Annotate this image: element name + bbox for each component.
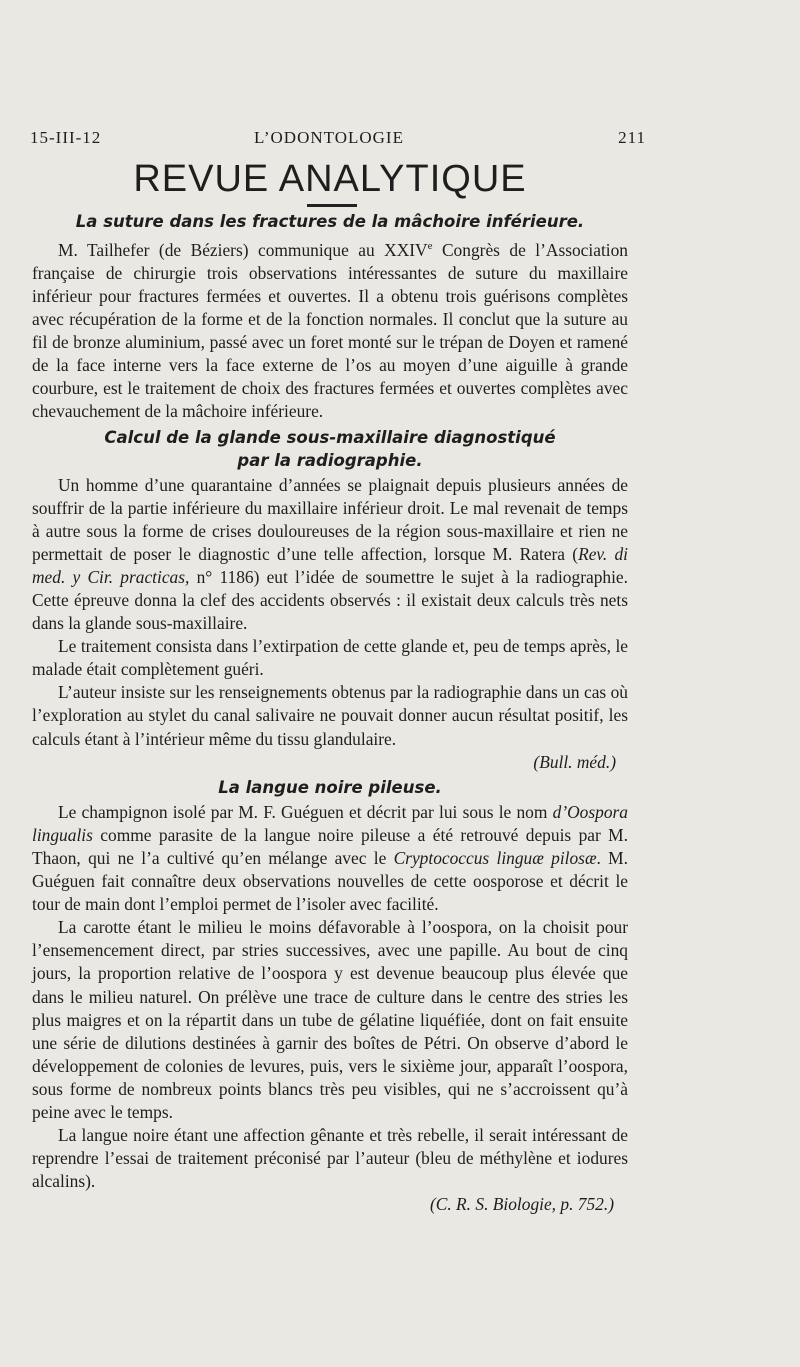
page-title: REVUE ANALYTIQUE: [133, 158, 527, 200]
species-name: Cryptococcus linguæ pilosæ: [393, 847, 597, 868]
journal-name: L’ODONTOLOGIE: [254, 128, 404, 147]
text-run: . M. Guéguen fait connaître deux observations nouvelles de cette oosporose et décrit le tour de main dont l’emploi permet de l’isoler avec facilité.: [32, 847, 628, 915]
citation-journal: Rev. di med. y Cir. practicas,: [32, 543, 628, 587]
text-run: L’auteur insiste sur les renseignements obtenus par la radiographie dans un cas où l’exploration au stylet du canal salivaire ne pouvait donner aucun résultat positif, les calculs étant à l’intérieur même du tissu glandulaire.: [32, 682, 628, 749]
paragraph: [32, 235, 628, 424]
text-run: Le champignon isolé par M. F. Guéguen et décrit par lui sous le nom: [58, 801, 553, 822]
article-body: [32, 208, 628, 1216]
section-heading-langue: [32, 776, 628, 799]
heading-line: par la radiographie.: [237, 450, 423, 470]
paragraph: [32, 635, 628, 681]
text-run: Le traitement consista dans l’extirpation de cette glande et, peu de temps après, le malade était complètement guéri.: [32, 636, 628, 680]
text-run: M. Tailhefer (de Béziers) communique au XXIV: [58, 239, 428, 260]
source-reference: (C. R. S. Biologie, p. 752.): [429, 1194, 614, 1215]
title-rule: [307, 204, 357, 207]
superscript: e: [427, 240, 433, 252]
text-run: n° 1186) eut l’idée de soumettre le sujet à la radiographie. Cette épreuve donna la clef des accidents observés : il existait deux calculs très nets dans la glande sous-maxillaire.: [32, 566, 628, 634]
paragraph: Un homme d’une quarantaine d’années se plaignait depuis plusieurs années de souffrir de la partie inférieure du maxillaire inférieur droit. Le mal revenait de temps à autre sous la forme de crises douloureuses de la région sous-maxillaire et rien ne permettait de poser le diagnostic d’une telle affection, lorsque M. Ratera (Rev. di med. y Cir. practicas, n° 1186) eut l’idée de soumettre le sujet à la radiographie. Cette épreuve donna la clef des accidents observés : il existait deux calculs très nets dans la glande sous-maxillaire.: [32, 474, 628, 634]
text-run: Congrès de l’Association française de chirurgie trois observations intéressantes de suture du maxillaire inférieur pour fractures fermées et ouvertes. Il a obtenu trois guérisons complètes avec récupération de la forme et de la fonction normales. Il conclut que la suture au fil de bronze aluminium, passé avec un foret monté sur le trépan de Doyen et ramené de la face interne vers la face externe de l’os au moyen d’une aiguille à grande courbure, est le traitement de choix des fractures fermées et ouvertes complètes avec chevauchement de la mâchoire inférieure.: [32, 239, 628, 422]
paragraph: [32, 801, 628, 916]
issue-date: 15-III-12: [30, 128, 102, 147]
text-run: comme parasite de la langue noire pileuse a été retrouvé depuis par M. Thaon, qui ne l’a cultivé qu’en mélange avec le: [32, 824, 628, 868]
species-name: d’Oospora lingualis: [32, 801, 628, 845]
heading-line: La suture dans les fractures de la mâchoire inférieure.: [75, 212, 585, 231]
section-heading-suture: [32, 210, 628, 233]
text-run: Un homme d’une quarantaine d’années se plaignait depuis plusieurs années de souffrir de la partie inférieure du maxillaire inférieur droit. Le mal revenait de temps à autre sous la forme de crises douloureuses de la région sous-maxillaire et rien ne permettait de poser le diagnostic d’une telle affection, lorsque M. Ratera: [32, 474, 628, 564]
section-heading-calcul: [32, 426, 628, 472]
heading-line: Calcul de la glande sous-maxillaire diagnostiqué: [104, 427, 556, 447]
heading-line: La langue noire pileuse.: [218, 777, 442, 797]
source-reference: (Bull. méd.): [533, 751, 616, 772]
paragraph: [32, 681, 628, 750]
text-run: La langue noire étant une affection gênante et très rebelle, il serait intéressant de reprendre l’essai de traitement préconisé par l’auteur (bleu de méthylène et iodures alcalins).: [32, 1125, 628, 1192]
text-run: La carotte étant le milieu le moins défavorable à l’oospora, on la choisit pour l’ensemencement direct, par stries successives, avec une papille. Au bout de cinq jours, la proportion relative de l’oospora y est devenue beaucoup plus élevée que dans le milieu naturel. On prélève une trace de culture dans le centre des stries les plus maigres et on la répartit dans un tube de gélatine liquéfiée, dont on fait ensuite une série de dilutions destinées à garnir des boîtes de Pétri. On observe d’abord le développement de colonies de levures, puis, vers le sixième jour, apparaît l’oospora, sous forme de nombreux points blancs très peu visibles, qui ne s’accroissent qu’à peine avec le temps.: [32, 917, 628, 1122]
page-number: 211: [618, 128, 646, 147]
paragraph: [32, 916, 628, 1124]
paragraph: [32, 1124, 628, 1193]
